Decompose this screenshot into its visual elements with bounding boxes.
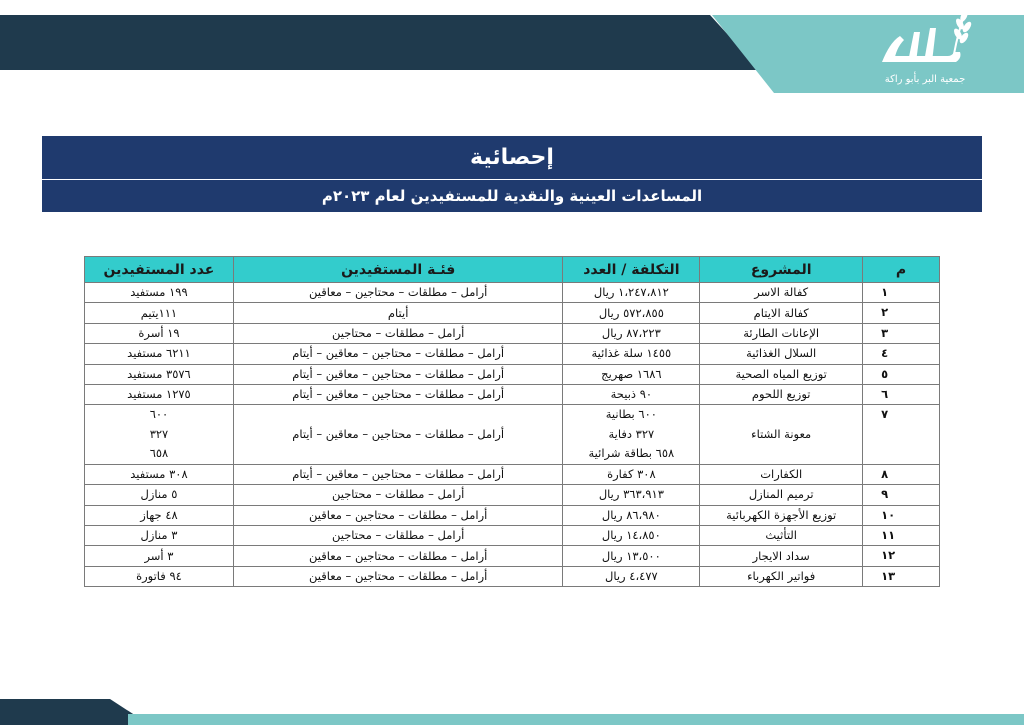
table-row xyxy=(85,303,940,323)
row-num: ٤ xyxy=(863,344,940,364)
row-category: أرامل – مطلقات – محتاجين xyxy=(233,485,563,505)
table-row xyxy=(85,364,940,384)
row-category: أرامل – مطلقات – محتاجين – معاقين – أيتام xyxy=(233,344,563,364)
row-count: ٤٨ جهاز xyxy=(85,505,234,525)
row-cost: ٥٧٢،٨٥٥ ريال xyxy=(563,303,700,323)
table-row xyxy=(85,505,940,525)
row-category: أرامل – مطلقات – محتاجين – معاقين – أيتام xyxy=(233,364,563,384)
row-num: ١٠ xyxy=(863,505,940,525)
row-num: ٦ xyxy=(863,384,940,404)
row-project: السلال الغذائية xyxy=(700,344,863,364)
row-project: الكفارات xyxy=(700,464,863,484)
cost-line: ٦٥٨ بطاقة شرائية xyxy=(588,446,675,461)
table-row xyxy=(85,485,940,505)
row-project: كفالة الاسر xyxy=(700,283,863,303)
row-category: أرامل – مطلقات – محتاجين – معاقين xyxy=(233,546,563,566)
row-count: ٩٤ فاتورة xyxy=(85,566,234,586)
org-name: جمعية البر بأبو راكة xyxy=(884,74,966,85)
row-count: ١٩ أسرة xyxy=(85,323,234,343)
row-cost: ٣٦٣،٩١٣ ريال xyxy=(563,485,700,505)
title-band xyxy=(42,136,982,212)
count-line: ٣٢٧ xyxy=(149,426,169,441)
row-count: ١٩٩ مستفيد xyxy=(85,283,234,303)
footer-light-banner xyxy=(128,714,1024,725)
row-project: الإعانات الطارئة xyxy=(700,323,863,343)
page-subtitle: المساعدات العينية والنقدية للمستفيدين لعام ٢٠٢٣م xyxy=(321,187,703,205)
header-cost: التكلفة / العدد xyxy=(563,257,700,283)
row-num: ٣ xyxy=(863,323,940,343)
org-logo xyxy=(870,2,980,97)
row-category: أرامل – مطلقات – محتاجين – معاقين – أيتام xyxy=(233,405,563,465)
count-line: ٦٥٨ xyxy=(149,446,169,461)
table-row xyxy=(85,344,940,364)
row-category: أرامل – مطلقات – محتاجين – معاقين xyxy=(233,505,563,525)
table-row xyxy=(85,405,940,465)
row-count: ١٢٧٥ مستفيد xyxy=(85,384,234,404)
cost-line: ٣٢٧ دفاية xyxy=(608,426,655,441)
row-cost xyxy=(563,405,700,465)
row-category: أرامل – مطلقات – محتاجين – معاقين xyxy=(233,283,563,303)
row-num: ٥ xyxy=(863,364,940,384)
table-header-row xyxy=(85,257,940,283)
row-count: ٦٢١١ مستفيد xyxy=(85,344,234,364)
row-project: توزيع اللحوم xyxy=(700,384,863,404)
row-category: أرامل – مطلقات – محتاجين – معاقين xyxy=(233,566,563,586)
row-category: أرامل – مطلقات – محتاجين xyxy=(233,526,563,546)
row-category: أرامل – مطلقات – محتاجين – معاقين – أيتام xyxy=(233,464,563,484)
row-num: ١٢ xyxy=(863,546,940,566)
row-project: معونة الشتاء xyxy=(700,405,863,465)
row-category: أرامل – مطلقات – محتاجين – معاقين – أيتام xyxy=(233,384,563,404)
row-count: ١١١يتيم xyxy=(85,303,234,323)
row-cost: ٨٧،٢٢٣ ريال xyxy=(563,323,700,343)
row-category: أيتام xyxy=(233,303,563,323)
row-project: كفالة الايتام xyxy=(700,303,863,323)
row-cost: ١٤٥٥ سلة غذائية xyxy=(563,344,700,364)
header-category: فئـة المستفيدين xyxy=(233,257,563,283)
row-count xyxy=(85,405,234,465)
page-title: إحصائية xyxy=(470,145,554,170)
row-cost: ١٤،٨٥٠ ريال xyxy=(563,526,700,546)
stats-table xyxy=(84,256,940,587)
header-num: م xyxy=(863,257,940,283)
row-cost: ٤،٤٧٧ ريال xyxy=(563,566,700,586)
row-project: توزيع الأجهزة الكهربائية xyxy=(700,505,863,525)
row-count: ٣ منازل xyxy=(85,526,234,546)
row-cost: ١٣،٥٠٠ ريال xyxy=(563,546,700,566)
row-num: ١١ xyxy=(863,526,940,546)
row-project: ترميم المنازل xyxy=(700,485,863,505)
table-row xyxy=(85,464,940,484)
table-row xyxy=(85,384,940,404)
table-row xyxy=(85,566,940,586)
row-count: ٣ أسر xyxy=(85,546,234,566)
row-num: ٧ xyxy=(863,405,940,465)
row-cost: ٨٦،٩٨٠ ريال xyxy=(563,505,700,525)
table-row xyxy=(85,283,940,303)
row-project: فواتير الكهرباء xyxy=(700,566,863,586)
table-row xyxy=(85,546,940,566)
row-project: التأثيث xyxy=(700,526,863,546)
row-category: أرامل – مطلقات – محتاجين xyxy=(233,323,563,343)
row-num: ٨ xyxy=(863,464,940,484)
row-num: ٩ xyxy=(863,485,940,505)
header-count: عدد المستفيدين xyxy=(85,257,234,283)
row-count: ٣٠٨ مستفيد xyxy=(85,464,234,484)
cost-line: ٦٠٠ بطانية xyxy=(605,407,657,422)
count-line: ٦٠٠ xyxy=(149,407,169,422)
title-divider xyxy=(42,179,982,180)
row-cost: ٩٠ ذبيحة xyxy=(563,384,700,404)
row-cost: ٣٠٨ كفارة xyxy=(563,464,700,484)
header-project: المشروع xyxy=(700,257,863,283)
row-count: ٣٥٧٦ مستفيد xyxy=(85,364,234,384)
table-row xyxy=(85,323,940,343)
wheat-logo-icon xyxy=(870,2,980,77)
row-project: توزيع المياه الصحية xyxy=(700,364,863,384)
row-project: سداد الايجار xyxy=(700,546,863,566)
row-num: ١٣ xyxy=(863,566,940,586)
row-num: ١ xyxy=(863,283,940,303)
row-cost: ١،٢٤٧،٨١٢ ريال xyxy=(563,283,700,303)
row-count: ٥ منازل xyxy=(85,485,234,505)
row-num: ٢ xyxy=(863,303,940,323)
stats-table-wrapper xyxy=(84,256,940,587)
header-dark-banner xyxy=(0,15,760,70)
row-cost: ١٦٨٦ صهريج xyxy=(563,364,700,384)
table-row xyxy=(85,526,940,546)
